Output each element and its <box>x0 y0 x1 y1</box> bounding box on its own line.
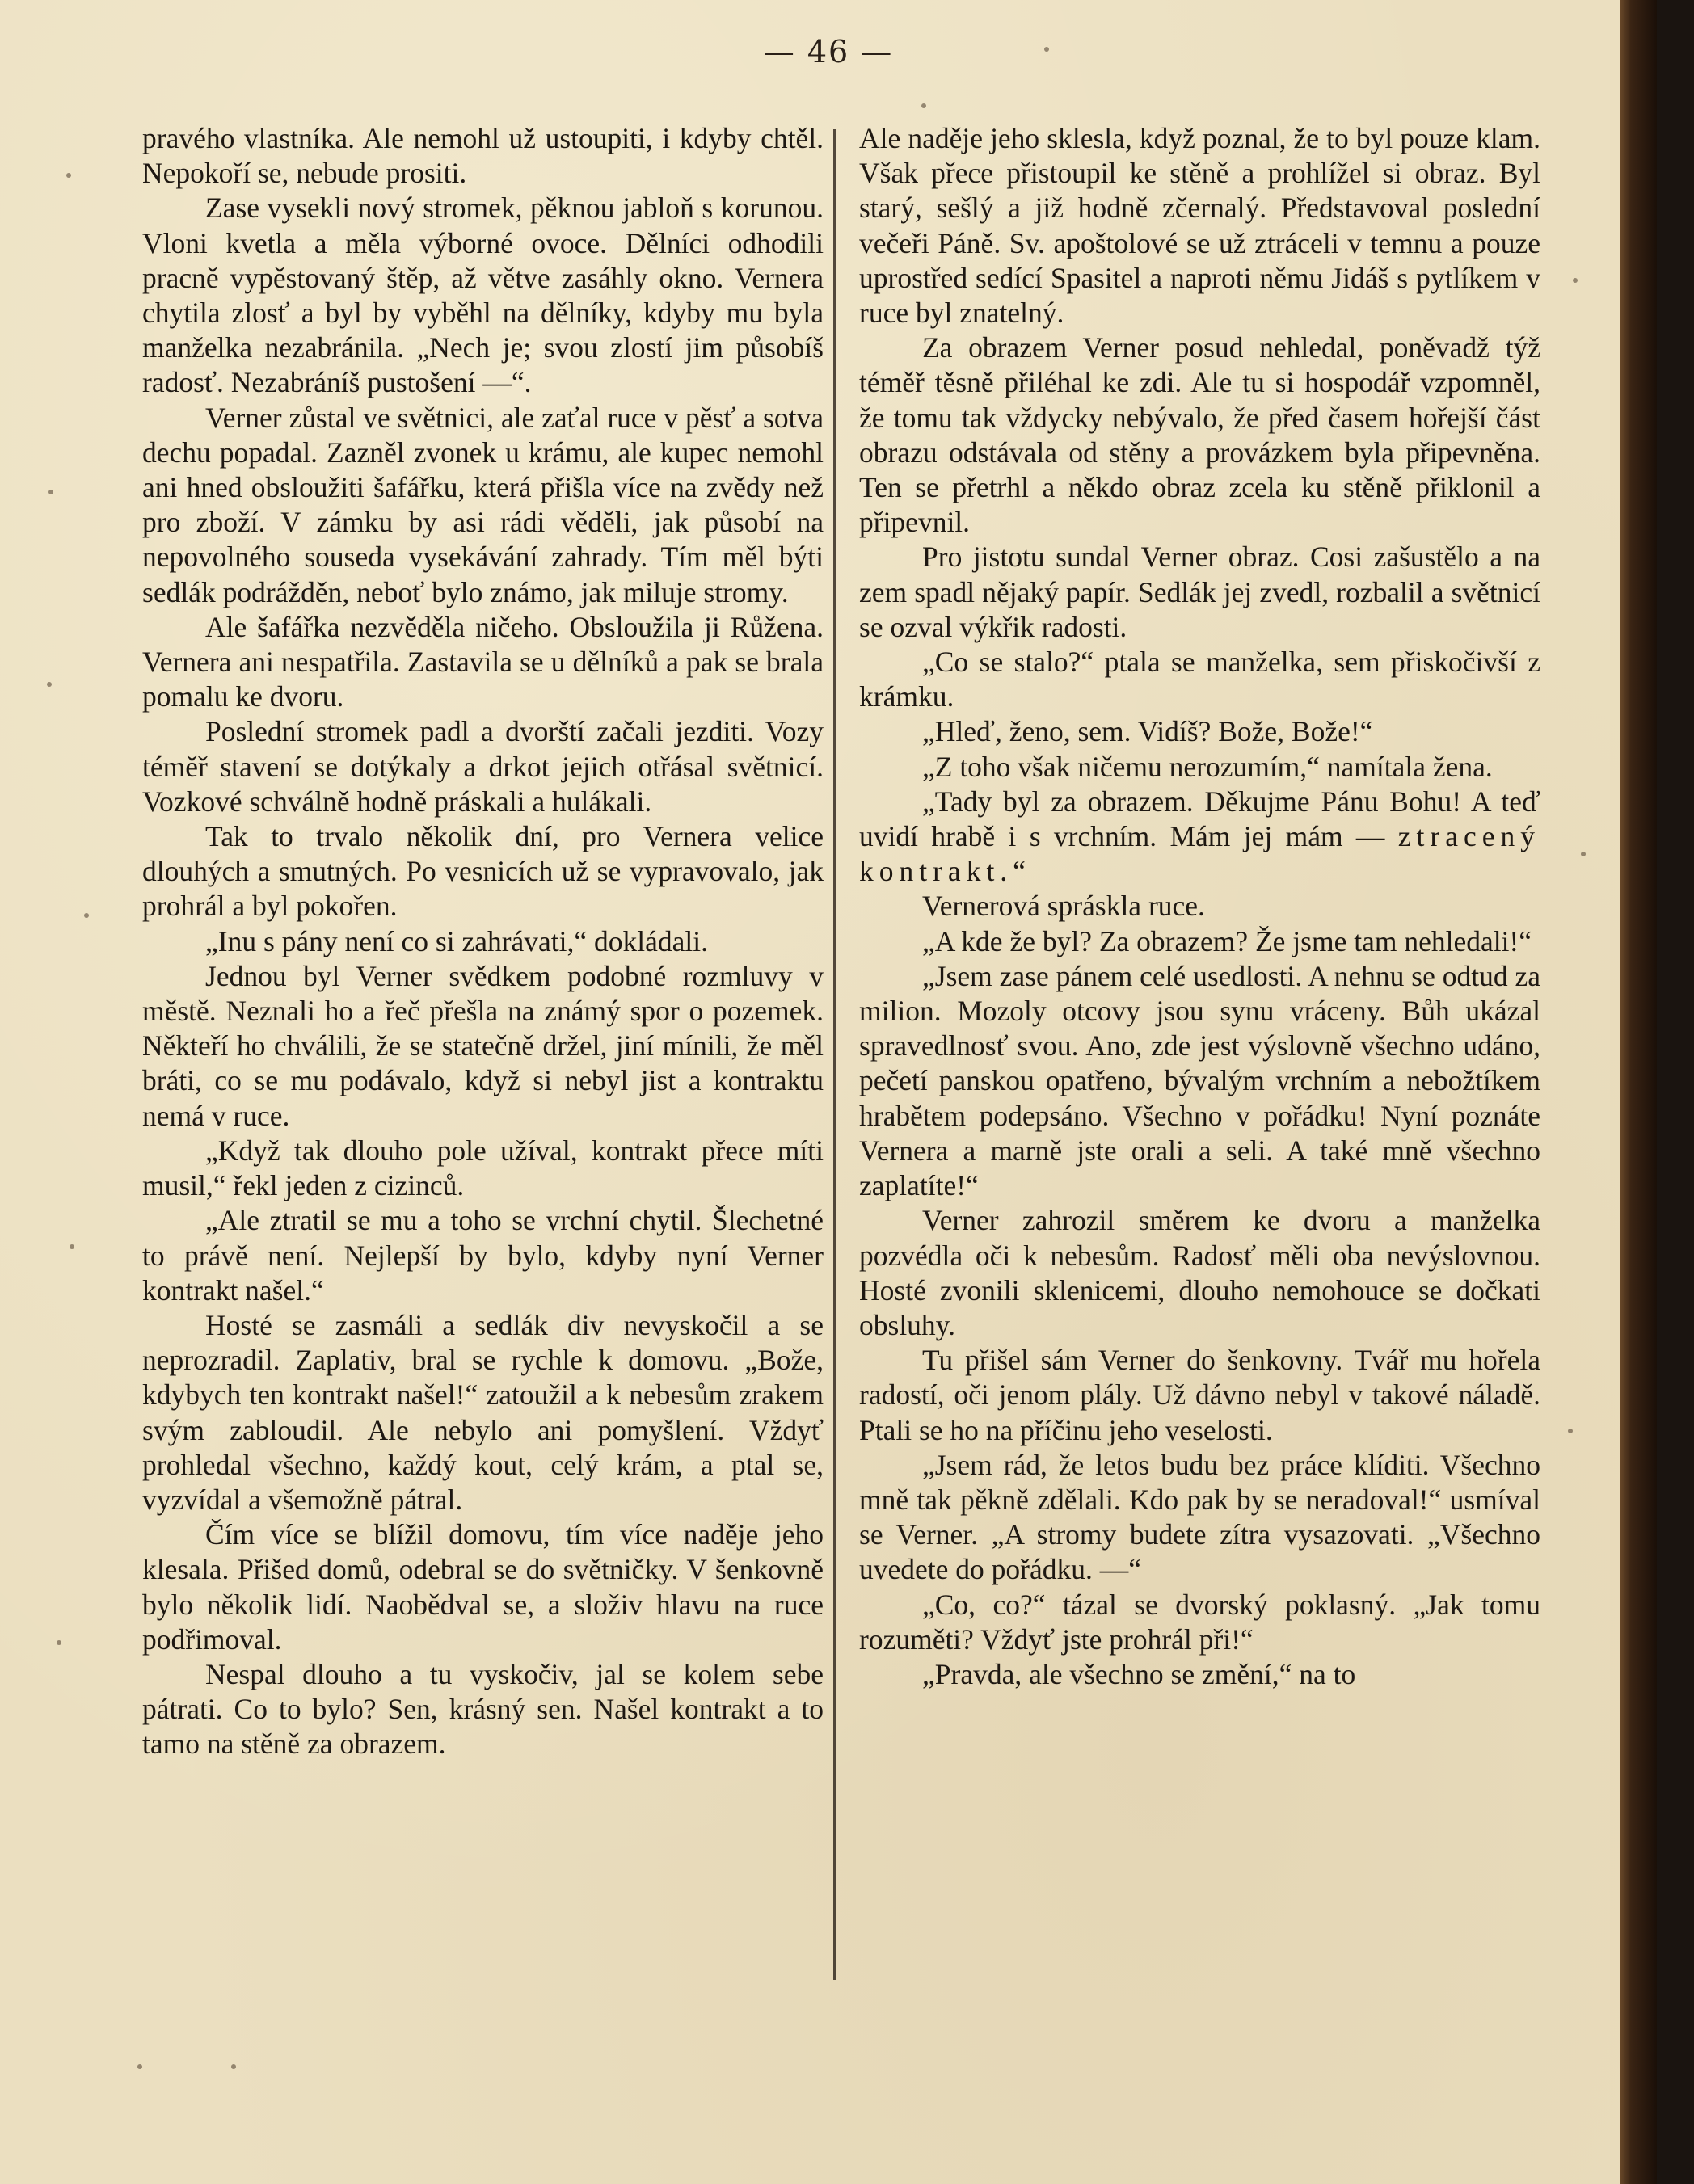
paragraph: Ale naděje jeho sklesla, když poznal, že to byl pouze klam. Však přece přistoupil ke stěně a prohlížel si obraz. Byl starý, sešlý a již hodně zčernalý. Představoval poslední večeři Páně. Sv. apoštolové se už ztráceli v temnu a pouze uprostřed sedící Spasitel a naproti němu Jidáš s pytlíkem v ruce byl znatelný. <box>859 122 1540 330</box>
paragraph: „Co, co?“ tázal se dvorský poklasný. „Jak tomu rozuměti? Vždyť jste prohrál při!“ <box>859 1588 1540 1656</box>
paragraph: „Hleď, ženo, sem. Vidíš? Bože, Bože!“ <box>922 715 1373 748</box>
paragraph: Jednou byl Verner svědkem podobné rozmluvy v městě. Neznali ho a řeč přešla na známý spor o pozemek. Někteří ho chválili, že se statečně držel, jiní mínili, že měl bráti, co se mu podávalo, když si nebyl jist a kontraktu nemá v ruce. <box>142 959 824 1132</box>
paragraph: pravého vlastníka. Ale nemohl už ustoupiti, i kdyby chtěl. Nepokoří se, nebude prositi. <box>142 122 824 190</box>
emphasized-text: ztracený kontrakt.“ <box>859 820 1540 888</box>
paragraph: „Pravda, ale všechno se změní,“ na to <box>922 1657 1356 1690</box>
paragraph: Tak to trvalo několik dní, pro Vernera velice dlouhých a smutných. Po vesnicích už se vypravovalo, jak prohrál a byl pokořen. <box>142 820 824 923</box>
paragraph: Hosté se zasmáli a sedlák div nevyskočil a se neprozradil. Zaplativ, bral se rychle k domovu. „Bože, kdybych ten kontrakt našel!“ zatoužil a k nebesům zrakem svým zabloudil. Ale nebylo ani pomyšlení. Vždyť prohledal všechno, každý kout, celý krám, a ptal se, vyzvídal a všemožně pátral. <box>142 1308 824 1516</box>
paragraph: Verner zahrozil směrem ke dvoru a manželka pozvédla oči k nebesům. Radosť měli oba nevýslovnou. Hosté zvonili sklenicemi, dlouho nemohouce se dočkati obsluhy. <box>859 1204 1540 1341</box>
paragraph: Vernerová spráskla ruce. <box>922 890 1205 923</box>
paragraph: „Z toho však ničemu nerozumím,“ namítala žena. <box>922 750 1493 783</box>
paragraph: Nespal dlouho a tu vyskočiv, jal se kolem sebe pátrati. Co to bylo? Sen, krásný sen. Našel kontrakt a to tamo na stěně za obrazem. <box>142 1657 824 1761</box>
paragraph: Zase vysekli nový stromek, pěknou jabloň s korunou. Vloni kvetla a měla výborné ovoce. Dělníci odhodili pracně vypěstovaný štěp, až větve zasáhly okno. Vernera chytila zlosť a byl by vyběhl na dělníky, kdyby mu byla manželka nezabránila. „Nech je; svou zlostí jim působíš radosť. Nezabráníš pustošení —“. <box>142 191 824 399</box>
paper-speck <box>1573 278 1578 283</box>
paragraph: Čím více se blížil domovu, tím více naděje jeho klesala. Přišed domů, odebral se do světničky. V šenkovně bylo několik lidí. Naobědval se, a složiv hlavu na ruce podřimoval. <box>142 1518 824 1656</box>
paragraph: „Jsem zase pánem celé usedlosti. A nehnu se odtud za milion. Mozoly otcovy jsou synu vráceny. Bůh ukázal spravedlnosť svou. Ano, zde jest výslovně všechno udáno, pečetí panskou opatřeno, bývalým vrchním a nebožtíkem hrabětem podepsáno. Všechno v pořádku! Nyní poznáte Vernera a marně jste orali a seli. A také mně všechno zaplatíte!“ <box>859 959 1541 1202</box>
paper-speck <box>70 1244 74 1249</box>
paragraph: „Jsem rád, že letos budu bez práce klíditi. Všechno mně tak pěkně zdělali. Kdo pak by se neradoval!“ usmíval se Verner. „A stromy budete zítra vysazovati. „Všechno uvedete do pořádku. —“ <box>859 1448 1540 1586</box>
left-column <box>142 121 824 1762</box>
paragraph-text: „Tady byl za obrazem. Děkujme Pánu Bohu! A teď uvidí hrabě i s vrchním. Mám jej mám — <box>859 785 1540 853</box>
paper-speck <box>1044 47 1049 52</box>
paper-speck <box>47 682 52 687</box>
paper-speck <box>1568 1429 1573 1433</box>
paper-speck <box>57 1640 61 1645</box>
paper-speck <box>48 490 53 494</box>
paper-speck <box>66 173 71 178</box>
page-number: — 46 — <box>763 34 894 69</box>
paper-speck <box>1581 852 1586 856</box>
paragraph: „Co se stalo?“ ptala se manželka, sem přiskočivší z krámku. <box>859 646 1540 713</box>
paragraph: „Ale ztratil se mu a toho se vrchní chytil. Šlechetné to právě není. Nejlepší by bylo, kdyby nyní Verner kontrakt našel.“ <box>142 1204 824 1307</box>
paper-speck <box>137 2064 142 2069</box>
paragraph: „Inu s pány není co si zahrávati,“ dokládali. <box>205 924 709 957</box>
paragraph: Za obrazem Verner posud nehledal, poněvadž týž téměř těsně přiléhal ke zdi. Ale tu si hospodář vzpomněl, že tomu tak vždycky nebývalo, že před časem hořejší část obrazu odstávala od stěny a provázkem byla připevněna. Ten se přetrhl a někdo obraz zcela ku stěně přiklonil a připevnil. <box>859 331 1540 539</box>
paragraph: Tu přišel sám Verner do šenkovny. Tvář mu hořela radostí, oči jenom plály. Už dávno nebyl v takové náladě. Ptali se ho na příčinu jeho veselosti. <box>859 1344 1540 1446</box>
right-column <box>859 121 1540 1692</box>
page-binding-edge <box>1620 0 1657 2184</box>
column-divider <box>833 129 836 1980</box>
paragraph <box>859 785 1540 890</box>
paper-speck <box>921 103 926 108</box>
paragraph: „Když tak dlouho pole užíval, kontrakt přece míti musil,“ řekl jeden z cizinců. <box>142 1134 824 1202</box>
paragraph: Pro jistotu sundal Verner obraz. Cosi zašustělo a na zem spadl nějaký papír. Sedlák jej zvedl, rozbalil a světnicí se ozval výkřik radosti. <box>859 541 1540 643</box>
paragraph: Poslední stromek padl a dvorští začali jezditi. Vozy téměř stavení se dotýkaly a drkot jejich otřásal světnicí. Vozkové schválně hodně práskali a hulákali. <box>142 715 824 818</box>
paragraph: „A kde že byl? Za obrazem? Že jsme tam nehledali!“ <box>922 924 1532 957</box>
paper-speck <box>84 913 89 918</box>
paper-speck <box>231 2064 236 2069</box>
paragraph: Verner zůstal ve světnici, ale zaťal ruce v pěsť a sotva dechu popadal. Zazněl zvonek u krámu, ale kupec nemohl ani hned obsloužiti šafářku, která přišla více na zvědy než pro zboží. V zámku by asi rádi věděli, jak působí na nepovolného souseda vysekávání zahrady. Tím měl býti sedlák podrážděn, neboť bylo známo, jak miluje stromy. <box>142 401 824 608</box>
paragraph: Ale šafářka nezvěděla ničeho. Obsloužila ji Růžena. Vernera ani nespatřila. Zastavila se u dělníků a pak se brala pomalu ke dvoru. <box>142 610 824 713</box>
